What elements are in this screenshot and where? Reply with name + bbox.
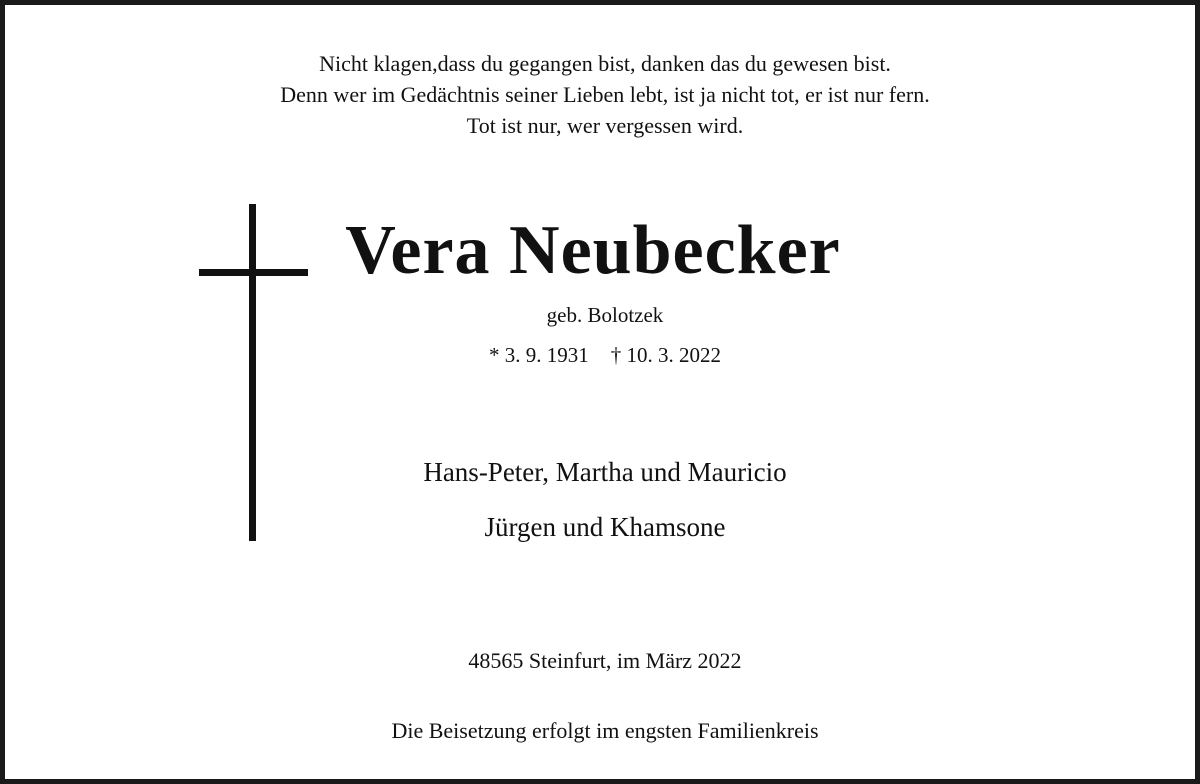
poem-line-1: Nicht klagen,dass du gegangen bist, danken das du gewesen bist. bbox=[319, 51, 891, 76]
memorial-poem bbox=[5, 48, 1200, 141]
birth-name: geb. Bolotzek bbox=[546, 303, 664, 327]
life-dates bbox=[5, 341, 1200, 369]
mourners-line-1: Hans-Peter, Martha und Mauricio bbox=[423, 457, 787, 487]
birth-date: * 3. 9. 1931 bbox=[489, 343, 589, 367]
mourners-line-2: Jürgen und Khamsone bbox=[484, 512, 726, 542]
place-and-date: 48565 Steinfurt, im März 2022 bbox=[468, 648, 742, 673]
deceased-name: Vera Neubecker bbox=[345, 212, 841, 289]
poem-line-2: Denn wer im Gedächtnis seiner Lieben lebt, ist ja nicht tot, er ist nur fern. bbox=[280, 82, 930, 107]
deceased-name-block bbox=[5, 211, 1200, 291]
poem-line-3: Tot ist nur, wer vergessen wird. bbox=[466, 113, 744, 138]
death-date: † 10. 3. 2022 bbox=[610, 343, 721, 367]
funeral-note: Die Beisetzung erfolgt im engsten Familienkreis bbox=[391, 718, 819, 743]
